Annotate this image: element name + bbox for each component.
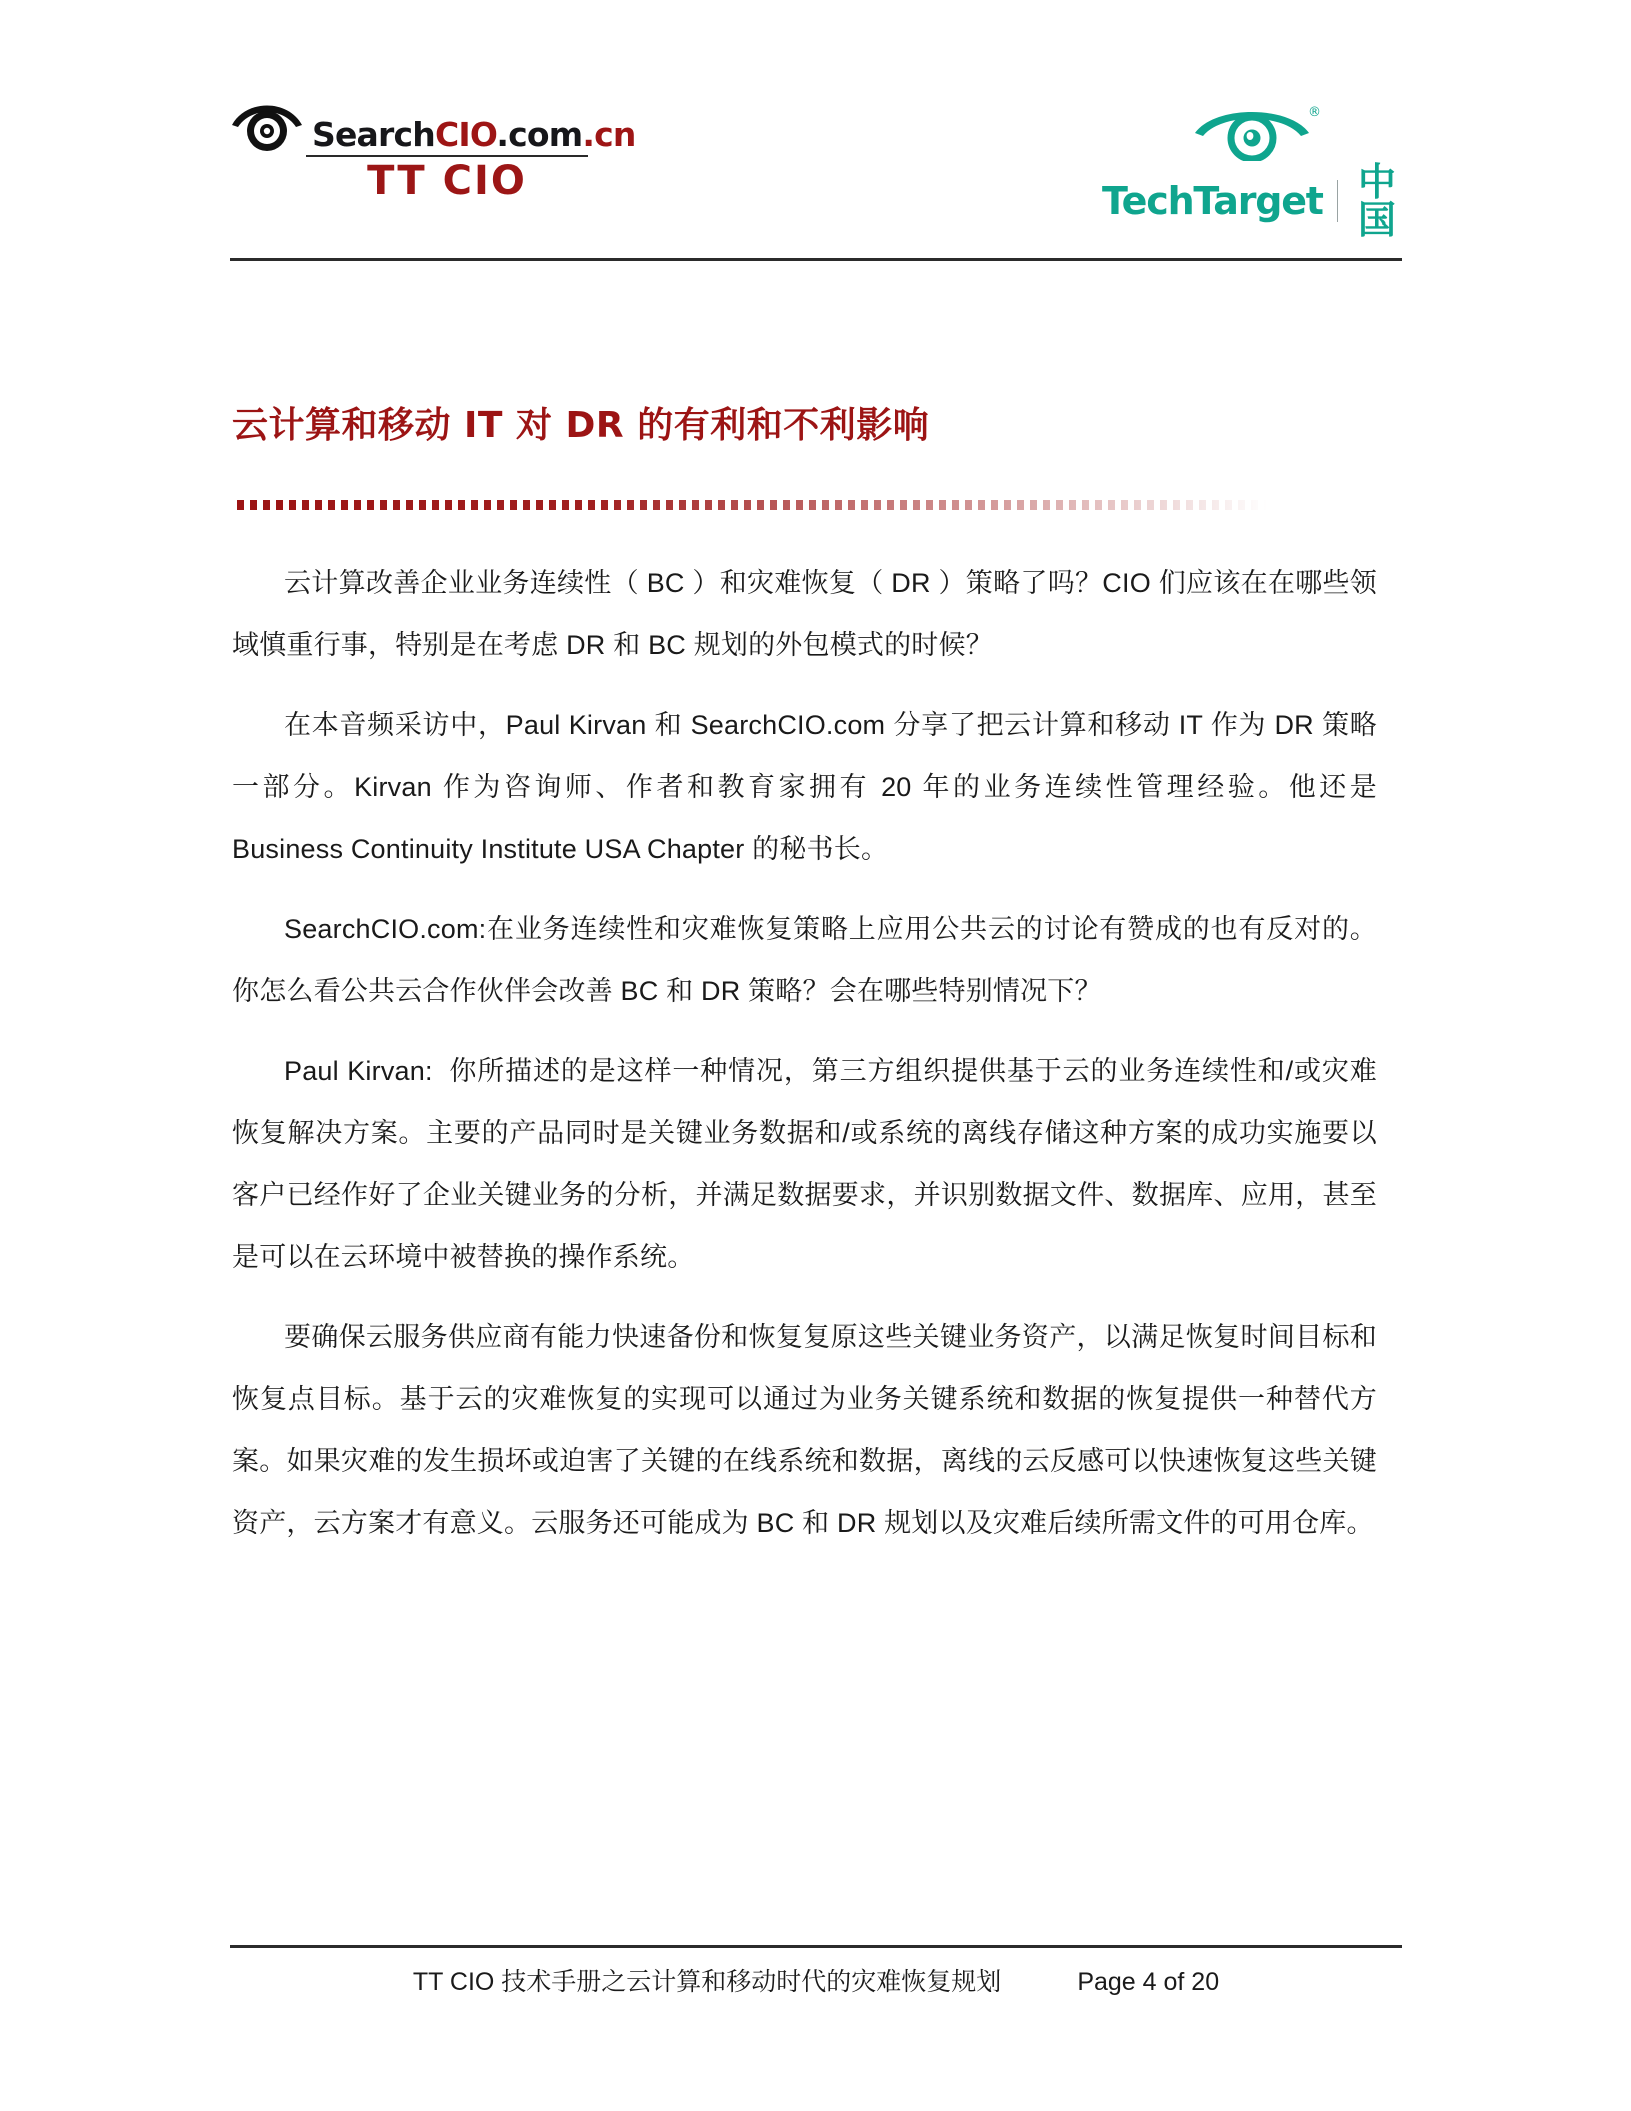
header-divider <box>230 258 1402 261</box>
page-header <box>230 95 1402 255</box>
techtarget-wordmark: TechTarget <box>1102 179 1323 223</box>
paragraph: SearchCIO.com:在业务连续性和灾难恢复策略上应用公共云的讨论有赞成的也有反对的。你怎么看公共云合作伙伴会改善 BC 和 DR 策略？会在哪些特别情况下？ <box>232 914 1377 1006</box>
paragraph: Paul Kirvan: 你所描述的是这样一种情况，第三方组织提供基于云的业务连续性和/或灾难恢复解决方案。主要的产品同时是关键业务数据和/或系统的离线存储这种方案的成功实施要以客户已经作好了企业关键业务的分析，并满足数据要求，并识别数据文件、数据库、应用，甚至是可以在云环境中被替换的操作系统。 <box>232 1056 1377 1272</box>
article-body <box>232 552 1377 1572</box>
wordmark-com: .com <box>496 115 583 154</box>
logo-divider <box>306 155 588 157</box>
logo-separator <box>1337 180 1338 222</box>
footer-divider <box>230 1945 1402 1948</box>
paragraph: 云计算改善企业业务连续性（ BC ）和灾难恢复（ DR ）策略了吗？CIO 们应该在在哪些领域慎重行事，特别是在考虑 DR 和 BC 规划的外包模式的时候？ <box>232 568 1377 660</box>
paragraph: 要确保云服务供应商有能力快速备份和恢复复原这些关键业务资产，以满足恢复时间目标和恢复点目标。基于云的灾难恢复的实现可以通过为业务关键系统和数据的恢复提供一种替代方案。如果灾难的发生损坏或迫害了关键的在线系统和数据，离线的云反感可以快速恢复这些关键资产，云方案才有意义。云服务还可能成为 BC 和 DR 规划以及灾难后续所需文件的可用仓库。 <box>232 1322 1377 1538</box>
wordmark-cn: .cn <box>582 115 636 154</box>
page-title: 云计算和移动 IT 对 DR 的有利和不利影响 <box>232 405 930 447</box>
wordmark-search: Search <box>312 115 435 154</box>
ttcio-brand: TT CIO <box>367 158 527 204</box>
techtarget-logo <box>1102 103 1402 242</box>
registered-mark-icon: ® <box>1308 105 1321 120</box>
techtarget-region-label: 中国 <box>1358 160 1397 242</box>
searchcio-wordmark <box>312 115 636 154</box>
techtarget-eye-icon <box>1189 103 1321 161</box>
page-number: Page 4 of 20 <box>1077 1968 1220 1996</box>
wordmark-cio: CIO <box>434 115 497 154</box>
eye-icon <box>230 95 304 153</box>
decorative-dotted-divider <box>237 500 1267 510</box>
page-footer <box>230 1962 1402 1998</box>
paragraph: 在本音频采访中，Paul Kirvan 和 SearchCIO.com 分享了把云计算和移动 IT 作为 DR 策略一部分。Kirvan 作为咨询师、作者和教育家拥有 20 年的业务连续性管理经验。他还是 Business Continuity Institute USA Chapter 的秘书长。 <box>232 710 1377 864</box>
searchcio-logo <box>230 95 636 204</box>
footer-title: TT CIO 技术手册之云计算和移动时代的灾难恢复规划 <box>412 1968 1002 1996</box>
